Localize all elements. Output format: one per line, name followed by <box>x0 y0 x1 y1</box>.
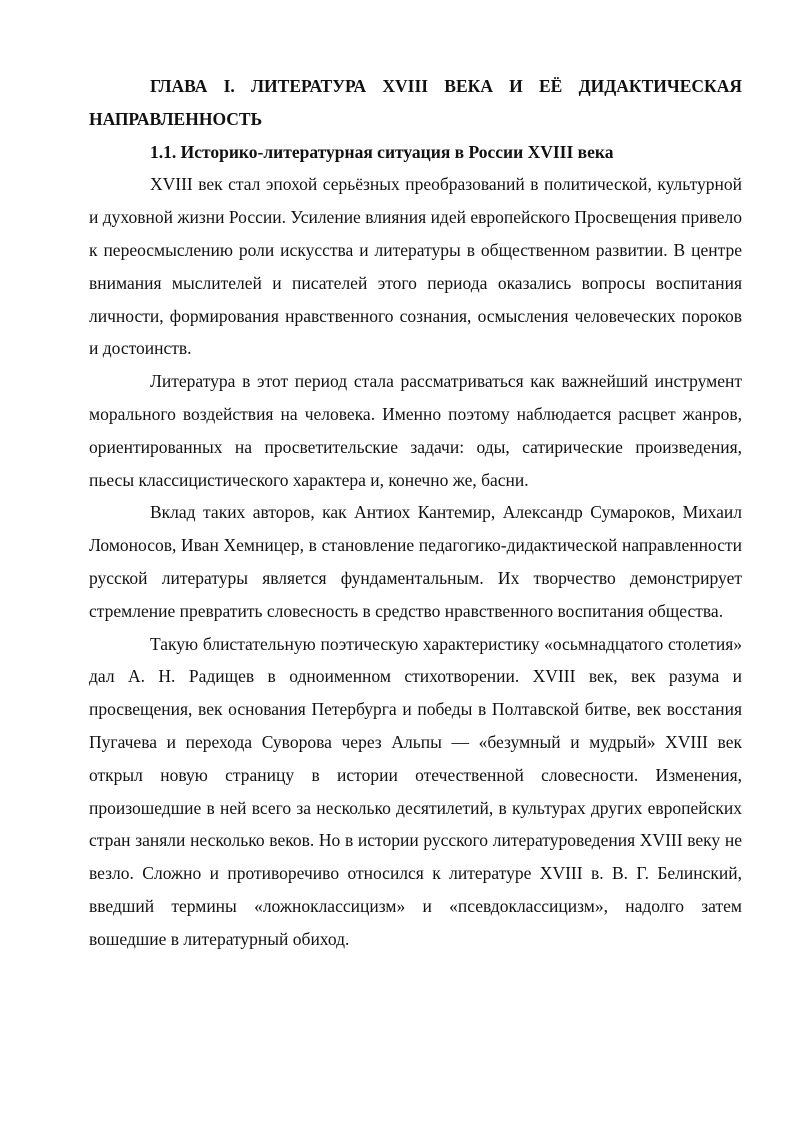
document-page <box>89 70 742 956</box>
section-title: 1.1. Историко-литературная ситуация в России XVIII века <box>150 141 614 162</box>
paragraph-3: Вклад таких авторов, как Антиох Кантемир, Александр Сумароков, Михаил Ломоносов, Иван Хемницер, в становление педагогико-дидактической направленности русской литературы является фундаментальным. Их творчество демонстрирует стремление превратить словесность в средство нравственного воспитания общества. <box>89 502 742 621</box>
paragraph-1: XVIII век стал эпохой серьёзных преобразований в политической, культурной и духовной жизни России. Усиление влияния идей европейского Просвещения привело к переосмыслению роли искусства и литературы в общественном развитии. В центре внимания мыслителей и писателей этого периода оказались вопросы воспитания личности, формирования нравственного сознания, осмысления человеческих пороков и достоинств. <box>89 174 742 359</box>
paragraph-4: Такую блистательную поэтическую характеристику «осьмнадцатого столетия» дал А. Н. Радищев в одноименном стихотворении. XVIII век, век разума и просвещения, век основания Петербурга и победы в Полтавской битве, век восстания Пугачева и перехода Суворова через Альпы — «безумный и мудрый» XVIII век открыл новую страницу в истории отечественной словесности. Изменения, произошедшие в ней всего за несколько десятилетий, в культурах других европейских стран заняли несколько веков. Но в истории русского литературоведения XVIII веку не везло. Сложно и противоречиво относился к литературе XVIII в. В. Г. Белинский, введший термины «ложноклассицизм» и «псевдоклассицизм», надолго затем вошедшие в литературный обиход. <box>89 633 742 949</box>
chapter-title: ГЛАВА I. ЛИТЕРАТУРА XVIII ВЕКА И ЕЁ ДИДАКТИЧЕСКАЯ НАПРАВЛЕННОСТЬ <box>89 76 742 129</box>
paragraph-2: Литература в этот период стала рассматриваться как важнейший инструмент морального воздействия на человека. Именно поэтому наблюдается расцвет жанров, ориентированных на просветительские задачи: оды, сатирические произведения, пьесы классицистического характера и, конечно же, басни. <box>89 371 742 490</box>
